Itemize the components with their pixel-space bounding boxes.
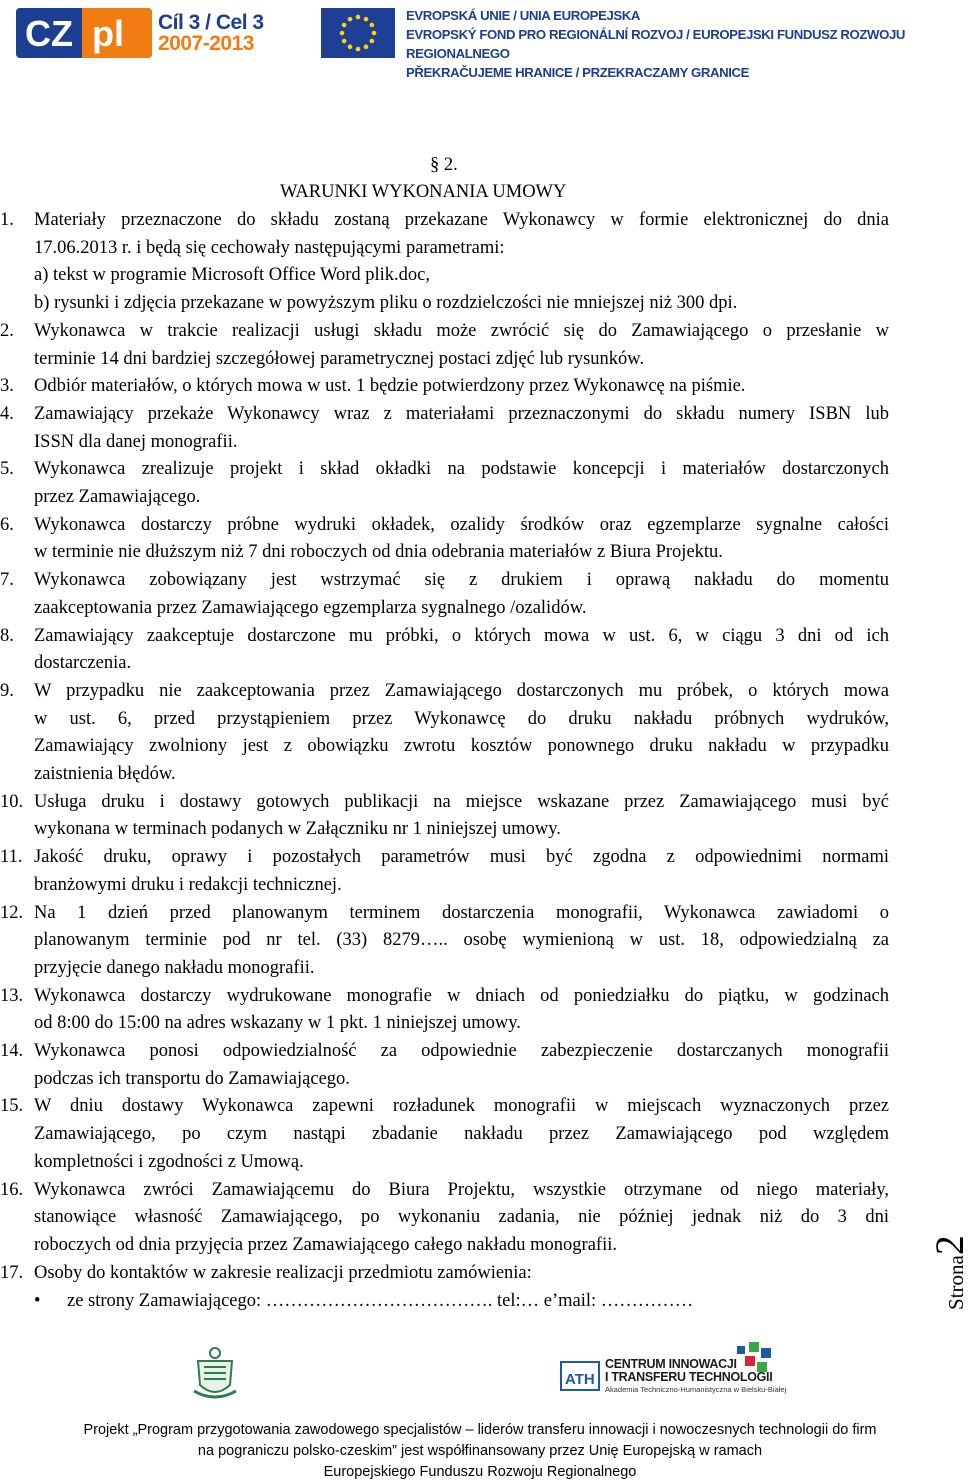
page-number-word: Strona <box>944 1255 968 1310</box>
eu-star-icon <box>342 39 347 44</box>
clause-text-line: podczas ich transportu do Zamawiającego. <box>34 1068 350 1089</box>
eu-star-icon <box>372 31 377 36</box>
clause-text-line: kompletności i zgodności z Umową. <box>34 1151 304 1172</box>
clause-text-line: Zamawiający przekaże Wykonawcy wraz z materiałami przeznaczonymi do składu numery ISBN lub <box>34 403 889 424</box>
clause-text-line: Wykonawca dostarczy próbne wydruki okładek, ozalidy środków oraz egzemplarze sygnalne całości <box>34 514 889 535</box>
clause-number: 14. <box>0 1041 24 1061</box>
section-number: § 2. <box>430 155 458 175</box>
clause-number: 11. <box>0 847 23 868</box>
clause-number: 16. <box>0 1179 24 1200</box>
eu-fund-text <box>406 6 960 82</box>
clause-text-line: b) rysunki i zdjęcia przekazane w powyższym pliku o rozdzielczości nie mniejszej niż 300 dpi. <box>34 293 738 314</box>
clause-text-line: dostarczenia. <box>34 653 132 674</box>
bullet-mark: • <box>34 1291 41 1311</box>
clause-text-line: Wykonawca dostarczy wydrukowane monografie w dniach od poniedziałku do piątku, w godzinach <box>34 985 889 1006</box>
eu-star-icon <box>364 17 369 22</box>
eu-star-icon <box>348 17 353 22</box>
clause-text-line: Zamawiającego, po czym nastąpi zbadanie nakładu przez Zamawiającego pod względem <box>34 1124 889 1145</box>
clause-text-line: planowanym terminie pod nr tel. (33) 8279….. osobę wymienioną w ust. 18, odpowiedzialną za <box>34 930 889 951</box>
eu-fund-label: EVROPSKÝ FOND PRO REGIONÁLNÍ ROZVOJ / EUROPEJSKI FUNDUSZ ROZWOJU REGIONALNEGO <box>406 27 906 61</box>
program-label <box>158 12 264 54</box>
clause-number: 9. <box>0 680 14 701</box>
clause-number: 13. <box>0 985 24 1006</box>
clause-text-line: zaistnienia błędów. <box>34 764 176 784</box>
eu-flag-icon <box>321 8 395 58</box>
czpl-logo-cz: CZ <box>25 13 73 54</box>
clause-text-line: ISSN dla danej monografii. <box>34 431 238 452</box>
cit-line2: I TRANSFERU TECHNOLOGII <box>605 1370 773 1384</box>
clause-number: 1. <box>0 210 14 230</box>
clause-text-line: w terminie nie dłuższym niż 7 dni roboczych od dnia odebrania materiałów z Biura Projektu. <box>34 542 723 563</box>
clause-number: 15. <box>0 1096 24 1117</box>
eu-union-label: EVROPSKÁ UNIE / UNIA EUROPEJSKA <box>406 8 641 23</box>
clause-text-line: roboczych od dnia przyjęcia przez Zamawiającego całego nakładu monografii. <box>34 1234 617 1255</box>
contact-person-line: ze strony Zamawiającego: ………………………………. tel:… e’mail: …………… <box>67 1291 694 1311</box>
eu-star-icon <box>348 45 353 50</box>
ath-logo-text: ATH <box>565 1371 595 1388</box>
eu-star-icon <box>342 23 347 28</box>
section-title: WARUNKI WYKONANIA UMOWY <box>280 182 567 202</box>
program-label-line1: Cíl 3 / Cel 3 <box>158 11 264 34</box>
czpl-logo-pl: pl <box>92 13 124 54</box>
university-crest-logo <box>192 1345 238 1401</box>
page-number <box>926 1222 972 1312</box>
cit-line1: CENTRUM INNOWACJI <box>605 1357 737 1371</box>
cit-logo-text <box>605 1358 772 1384</box>
eu-star-icon <box>356 47 361 52</box>
eu-star-icon <box>364 45 369 50</box>
eu-star-icon <box>340 31 345 36</box>
clause-number: 4. <box>0 403 14 424</box>
footer-line3: Europejskiego Funduszu Rozwoju Regionalnego <box>323 1464 637 1480</box>
clause-text-line: Materiały przeznaczone do składu zostaną przekazane Wykonawcy w formie elektronicznej do dnia <box>34 210 889 230</box>
document-header <box>0 0 960 80</box>
clause-text-line: Zamawiający zwolniony jest z obowiązku zwrotu kosztów ponownego druku nakładu w przypadku <box>34 736 889 757</box>
clause-text-line: zaakceptowania przez Zamawiającego egzemplarza sygnalnego /ozalidów. <box>34 597 587 618</box>
clause-number: 10. <box>0 791 24 812</box>
clause-text-line: Wykonawca zwróci Zamawiającemu do Biura Projektu, wszystkie otrzymane od niego materiały, <box>34 1179 889 1200</box>
footer-line1: Projekt „Program przygotowania zawodowego specjalistów – liderów transferu innowacji i nowoczesnych technologii do firm <box>83 1422 877 1438</box>
czpl-logo <box>16 8 152 58</box>
cit-line3: Akademia Techniczno-Humanistyczna w Bielsku-Białej <box>605 1385 787 1394</box>
eu-star-icon <box>356 15 361 20</box>
clause-text-line: Wykonawca w trakcie realizacji usługi składu może zwrócić się do Zamawiającego o przesłanie w <box>34 320 889 341</box>
clause-text-line: w ust. 6, przed przystąpieniem przez Wykonawcę do druku nakładu próbnych wydruków, <box>34 708 889 729</box>
clause-text-line: Jakość druku, oprawy i pozostałych parametrów musi być zgodna z odpowiednimi normami <box>34 847 889 868</box>
clause-text-line: stanowiące własność Zamawiającego, po wykonaniu zadania, nie później jednak niż do 3 dni <box>34 1207 889 1228</box>
eu-star-icon <box>370 23 375 28</box>
clause-text-line: Na 1 dzień przed planowanym terminem dostarczenia monografii, Wykonawca zawiadomi o <box>34 902 889 923</box>
clause-text-line: W przypadku nie zaakceptowania przez Zamawiającego dostarczonych mu próbek, o których mowa <box>34 680 889 701</box>
clause-text-line: Osoby do kontaktów w zakresie realizacji przedmiotu zamówienia: <box>34 1262 532 1283</box>
clause-text-line: branżowymi druku i redakcji technicznej. <box>34 874 342 895</box>
clause-text-line: przyjęcie danego nakładu monografii. <box>34 957 315 978</box>
page-number-value: 2 <box>927 1235 972 1256</box>
clause-number: 17. <box>0 1262 24 1283</box>
clause-text-line: Odbiór materiałów, o których mowa w ust. 1 będzie potwierdzony przez Wykonawcę na piśmie. <box>34 376 746 397</box>
clause-text-line: wykonana w terminach podanych w Załączniku nr 1 niniejszej umowy. <box>34 819 561 840</box>
clause-number: 8. <box>0 625 14 646</box>
eu-motto-label: PŘEKRAČUJEME HRANICE / PRZEKRACZAMY GRANICE <box>406 65 750 80</box>
clause-number: 6. <box>0 514 14 535</box>
footer-line2: na pograniczu polsko-czeskim” jest współfinansowany przez Unię Europejską w ramach <box>197 1443 763 1459</box>
clause-text-line: Wykonawca zrealizuje projekt i skład okładki na podstawie koncepcji i materiałów dostarczonych <box>34 459 889 480</box>
clause-text-line: Wykonawca zobowiązany jest wstrzymać się z drukiem i oprawą nakładu do momentu <box>34 570 889 591</box>
program-label-line2: 2007-2013 <box>158 32 254 55</box>
clause-text-line: od 8:00 do 15:00 na adres wskazany w 1 pkt. 1 niniejszej umowy. <box>34 1013 521 1034</box>
clause-number: 3. <box>0 376 14 397</box>
project-footer <box>0 1420 960 1483</box>
clause-number: 2. <box>0 320 14 341</box>
clause-number: 12. <box>0 902 24 923</box>
clause-text-line: Wykonawca ponosi odpowiedzialność za odpowiednie zabezpieczenie dostarczanych monografii <box>34 1041 889 1061</box>
clause-text-line: 17.06.2013 r. i będą się cechowały następującymi parametrami: <box>34 237 505 258</box>
clause-text-line: Usługa druku i dostawy gotowych publikacji na miejsce wskazane przez Zamawiającego musi być <box>34 791 889 812</box>
clause-text-line: W dniu dostawy Wykonawca zapewni rozładunek monografii w miejscach wyznaczonych przez <box>34 1096 889 1117</box>
clause-text-line: Zamawiający zaakceptuje dostarczone mu próbki, o których mowa w ust. 6, w ciągu 3 dni od ich <box>34 625 889 646</box>
eu-star-icon <box>370 39 375 44</box>
clause-text-line: terminie 14 dni bardziej szczegółowej parametrycznej postaci zdjęć lub rysunków. <box>34 348 645 369</box>
clause-text-line: a) tekst w programie Microsoft Office Word plik.doc, <box>34 265 430 286</box>
clause-number: 5. <box>0 459 14 480</box>
clause-text-line: przez Zamawiającego. <box>34 487 201 507</box>
clause-number: 7. <box>0 570 14 591</box>
